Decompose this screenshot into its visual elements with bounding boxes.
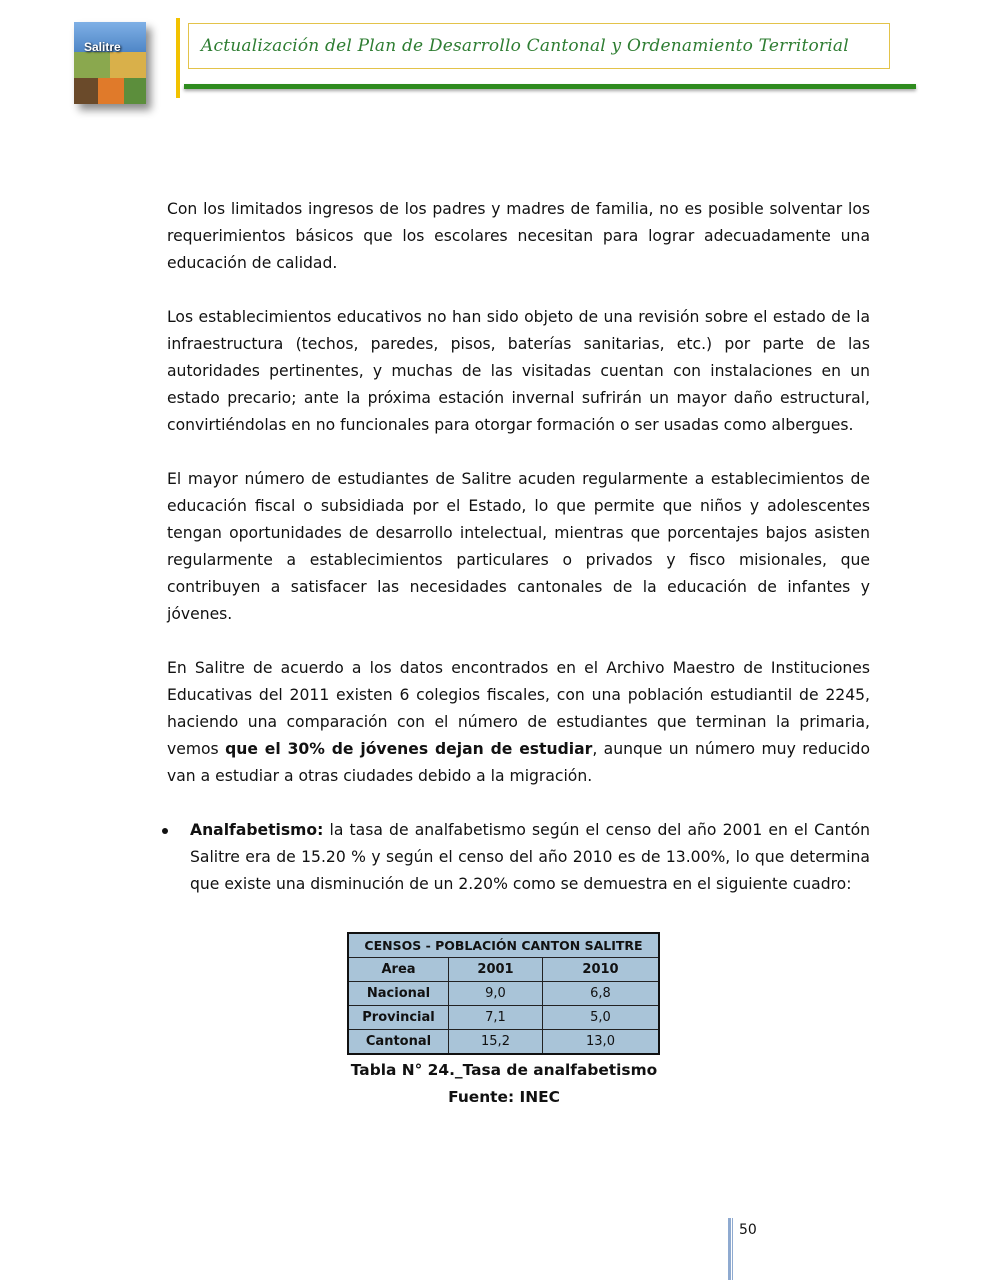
table-title-row [348, 933, 659, 958]
salitre-logo [74, 22, 146, 104]
cell-value: 13,0 [543, 1030, 660, 1055]
cell-value: 15,2 [449, 1030, 543, 1055]
header-2001: 2001 [449, 958, 543, 982]
table-source: Fuente: INEC [448, 1088, 560, 1106]
table-row [348, 1006, 659, 1030]
cell-value: 6,8 [543, 982, 660, 1006]
bullet-term: Analfabetismo: [190, 821, 324, 839]
header-area: Area [348, 958, 449, 982]
logo-text: Salitre [84, 40, 121, 54]
footer-bar [728, 1218, 731, 1280]
row-label: Nacional [348, 982, 449, 1006]
table-caption: Tabla N° 24._Tasa de analfabetismo [350, 1061, 658, 1079]
paragraph-4 [167, 655, 870, 790]
table-header-row [348, 958, 659, 982]
paragraph-4-emphasis: que el 30% de jóvenes dejan de estudiar [225, 740, 593, 758]
row-label: Provincial [348, 1006, 449, 1030]
header-rule [184, 84, 916, 89]
table-title: CENSOS - POBLACIÓN CANTON SALITRE [348, 933, 659, 958]
cell-value: 9,0 [449, 982, 543, 1006]
document-title: Actualización del Plan de Desarrollo Cantonal y Ordenamiento Territorial [201, 36, 849, 56]
census-table [347, 932, 660, 1055]
page-number: 50 [739, 1222, 757, 1238]
paragraph-2: Los establecimientos educativos no han sido objeto de una revisión sobre el estado de la infraestructura (techos, paredes, pisos, baterías sanitarias, etc.) por parte de las autoridades pertinentes, y muchas de las visitadas cuentan con instalaciones en un estado precario; ante la próxima estación invernal sufrirán un mayor daño estructural, convirtiéndolas en no funcionales para otorgar formación o ser usadas como albergues. [167, 308, 870, 434]
bullet-dot-icon [162, 828, 168, 834]
bullet-analfabetismo [167, 817, 870, 898]
page-body [167, 196, 870, 898]
header-accent-bar [176, 18, 180, 98]
paragraph-4-text-a: En Salitre de acuerdo a los datos encontrados en el Archivo Maestro de Instituciones Educativas del 2011 existen 6 colegios fiscales, con una población estudiantil de 2245, haciendo una comparación con el número de estudiantes que terminan la primaria, vemos [167, 659, 870, 758]
row-label: Cantonal [348, 1030, 449, 1055]
census-table-wrap [347, 932, 660, 1055]
cell-value: 5,0 [543, 1006, 660, 1030]
header-2010: 2010 [543, 958, 660, 982]
paragraph-3: El mayor número de estudiantes de Salitre acuden regularmente a establecimientos de educación fiscal o subsidiada por el Estado, lo que permite que niños y adolescentes tengan oportunidades de desarrollo intelectual, mientras que porcentajes bajos asisten regularmente a establecimientos particulares o privados y fisco misionales, que contribuyen a satisfacer las necesidades cantonales de la educación de infantes y jóvenes. [167, 470, 870, 623]
paragraph-4-text-b: , aunque un número muy reducido van a estudiar a otras ciudades debido a la migración. [167, 740, 870, 785]
table-row [348, 1030, 659, 1055]
table-row [348, 982, 659, 1006]
paragraph-1: Con los limitados ingresos de los padres y madres de familia, no es posible solventar los requerimientos básicos que los escolares necesitan para lograr adecuadamente una educación de calidad. [167, 200, 870, 272]
header-title-box [188, 23, 890, 69]
footer-bar-thin [732, 1218, 733, 1280]
bullet-text: la tasa de analfabetismo según el censo del año 2001 en el Cantón Salitre era de 15.20 % y según el censo del año 2010 es de 13.00%, lo que determina que existe una disminución de un 2.20% como se demuestra en el siguiente cuadro: [190, 821, 870, 893]
cell-value: 7,1 [449, 1006, 543, 1030]
